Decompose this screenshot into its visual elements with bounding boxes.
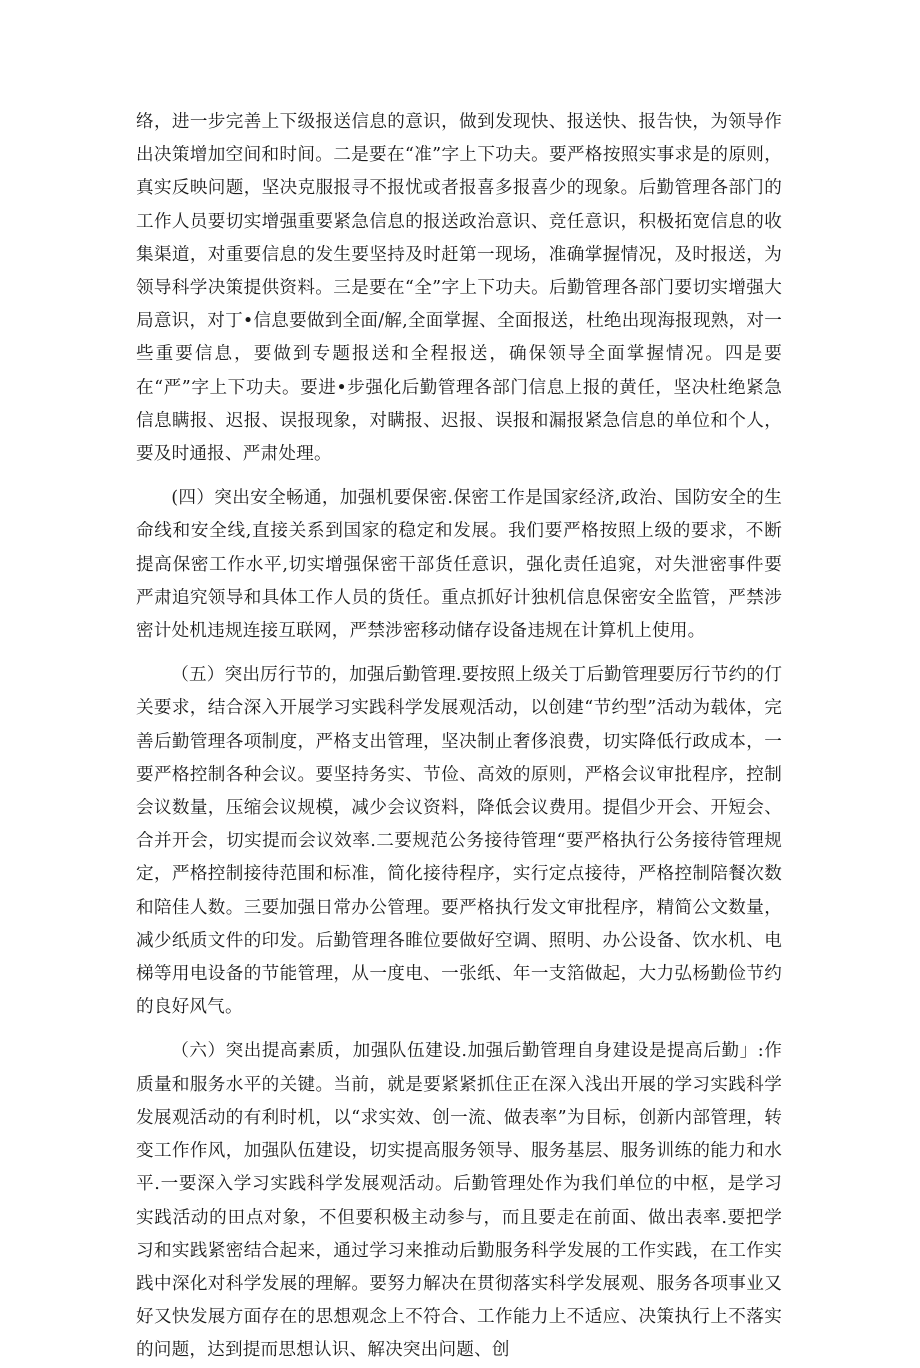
paragraph-section-6: （六）突出提高素质，加强队伍建设.加强后勤管理自身建设是提高后勤」:作质量和服务水平的关键。当前，就是要紧紧抓住正在深入浅出开展的学习实践科学发展观活动的有利时机，以“求实效、创一流、做表率”为目标，创新内部管理，转变工作作风，加强队伍建设，切实提高服务领导、服务基层、服务训练的能力和水平.一要深入学习实践科学发展观活动。后勤管理处作为我们单位的中枢，是学习实践活动的田点对象，不但要积极主动参与，而且要走在前面、做出表率.要把学习和实践紧密结合起来，通过学习来推动后勤服务科学发展的工作实践，在工作实践中深化对科学发展的理解。要努力解决在贯彻落实科学发展观、服务各项事业又好又快发展方面存在的思想观念上不符合、工作能力上不适应、决策执行上不落实的问题，达到提而思想认识、解决突出问题、创: [136, 1041, 782, 1361]
paragraph-continuation: 络，进一步完善上下级报送信息的意识，做到发现快、报送快、报告快，为领导作出决策增加空间和时间。二是要在“准”字上下功夫。要严格按照实事求是的原则，真实反映问题，坚决克服报寻不报忧或者报喜多报喜少的现象。后勤管理各部门的工作人员要切实增强重要紧急信息的报送政治意识、竞任意识，积极拓宽信息的收集渠道，对重要信息的发生要坚持及时赶第一现场，准确掌握情况，及时报送，为领导科学决策提供资料。三是要在“全”字上下功夫。后勤管理各部门要切实增强大局意识，对丁•信息要做到全面/解,全面掌握、全面报送，杜绝出现海报现熟，对一些重要信息，要做到专题报送和全程报送，确保领导全面掌握情况。四是要在“严”字上下功夫。要进•步强化后勤管理各部门信息上报的黄任，坚决杜绝紧急信息瞒报、迟报、误报现象，对瞒报、迟报、误报和漏报紧急信息的单位和个人，要及时通报、严肃处理。: [136, 112, 782, 465]
document-body: [136, 106, 782, 1368]
paragraph-section-4: (四）突出安全畅通，加强机要保密.保密工作是国家经济,政治、国防安全的生命线和安全线,直接关系到国家的稳定和发展。我们要严格按照上级的要求，不断提高保密工作水平,切实增强保密干部货任意识，强化责任追窕，对失泄密事件要严肃追究领导和具体工作人员的货任。重点抓好计独机信息保密安全监管，严禁涉密计处机违规连接互联网，严禁涉密移动储存设备违规在计算机上使用。: [136, 488, 782, 642]
paragraph-section-5: （五）突出厉行节的，加强后勤管理.要按照上级关丁后勤管理要厉行节约的仃关要求，结合深入开展学习实践科学发展观活动，以创建“节约型”活动为载体，完善后勤管理各项制度，严格支出管理，坚决制止奢侈浪费，切实降低行政成本，一要严格控制各种会议。要坚持务实、节俭、高效的原则，严格会议审批程序，控制会议数量，压缩会议规模，减少会议资料，降低会议费用。提倡少开会、开短会、合并开会，切实提而会议效率.二要规范公务接待管理“要严格执行公务接待管理规定，严格控制接待范围和标准，简化接待程序，实行定点接待，严格控制陪餐次数和陪佳人数。三要加强日常办公管理。要严格执行发文审批程序，精简公文数量，减少纸质文件的印发。后勤管理各睢位要做好空调、照明、办公设备、饮水机、电梯等用电设备的节能管理，从一度电、一张纸、年一支箔做起，大力弘杨勤俭节约的良好风气。: [136, 665, 782, 1018]
